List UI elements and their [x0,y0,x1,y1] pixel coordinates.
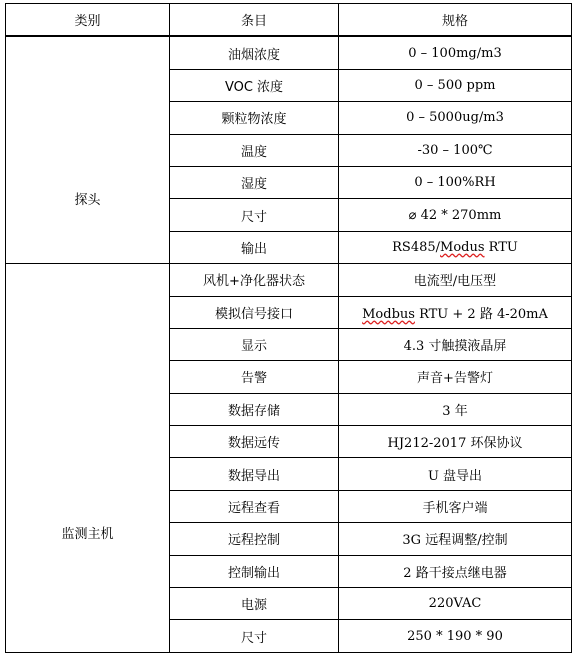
item-cell: 尺寸 [170,199,339,231]
spec-cell: 3G 远程调整/控制 [339,523,572,555]
spec-suffix: RTU + 2 路 4-20mA [414,306,548,322]
spec-prefix: RS485/ [392,239,441,255]
spec-cell: 0 – 100%RH [339,166,572,198]
item-cell: 电源 [170,588,339,620]
table-row [6,264,572,296]
item-cell: 远程控制 [170,523,339,555]
item-cell: 颗粒物浓度 [170,102,339,134]
item-cell: 油烟浓度 [170,36,339,69]
header-spec: 规格 [339,4,572,37]
spec-cell: 0 – 500 ppm [339,69,572,101]
spec-cell: 250 * 190 * 90 [339,620,572,652]
category-cell [6,36,170,263]
item-cell: 数据远传 [170,426,339,458]
spec-cell: 声音+告警灯 [339,361,572,393]
item-cell: 远程查看 [170,490,339,522]
item-cell: 湿度 [170,166,339,198]
item-cell: 控制输出 [170,555,339,587]
spec-cell: 220VAC [339,588,572,620]
spec-table [5,3,572,653]
item-cell: 温度 [170,134,339,166]
item-cell: 数据存储 [170,393,339,425]
spec-spellcheck-word: Modbus [362,306,415,322]
item-cell: 显示 [170,328,339,360]
spec-cell [339,231,572,263]
spec-cell: 3 年 [339,393,572,425]
spec-cell: -30 – 100℃ [339,134,572,166]
category-cell [6,264,170,653]
table-row [6,36,572,69]
item-cell: 数据导出 [170,458,339,490]
spec-cell [339,296,572,328]
item-cell: 输出 [170,231,339,263]
spec-cell: 手机客户端 [339,490,572,522]
spec-cell: 0 – 100mg/m3 [339,36,572,69]
category-label: 监测主机 [61,527,114,543]
spec-cell: U 盘导出 [339,458,572,490]
spec-cell: 4.3 寸触摸液晶屏 [339,328,572,360]
spec-spellcheck-word: Modus [440,239,485,255]
category-label: 探头 [74,193,101,209]
spec-cell: 电流型/电压型 [339,264,572,296]
item-cell: VOC 浓度 [170,69,339,101]
spec-cell: ⌀ 42 * 270mm [339,199,572,231]
header-category: 类别 [6,4,170,37]
spec-cell: 0 – 5000ug/m3 [339,102,572,134]
spec-cell: 2 路干接点继电器 [339,555,572,587]
item-cell: 风机+净化器状态 [170,264,339,296]
header-row [6,4,572,37]
item-cell: 尺寸 [170,620,339,652]
item-cell: 告警 [170,361,339,393]
spec-suffix: RTU [484,239,518,255]
spec-cell: HJ212-2017 环保协议 [339,426,572,458]
item-cell: 模拟信号接口 [170,296,339,328]
header-item: 条目 [170,4,339,37]
